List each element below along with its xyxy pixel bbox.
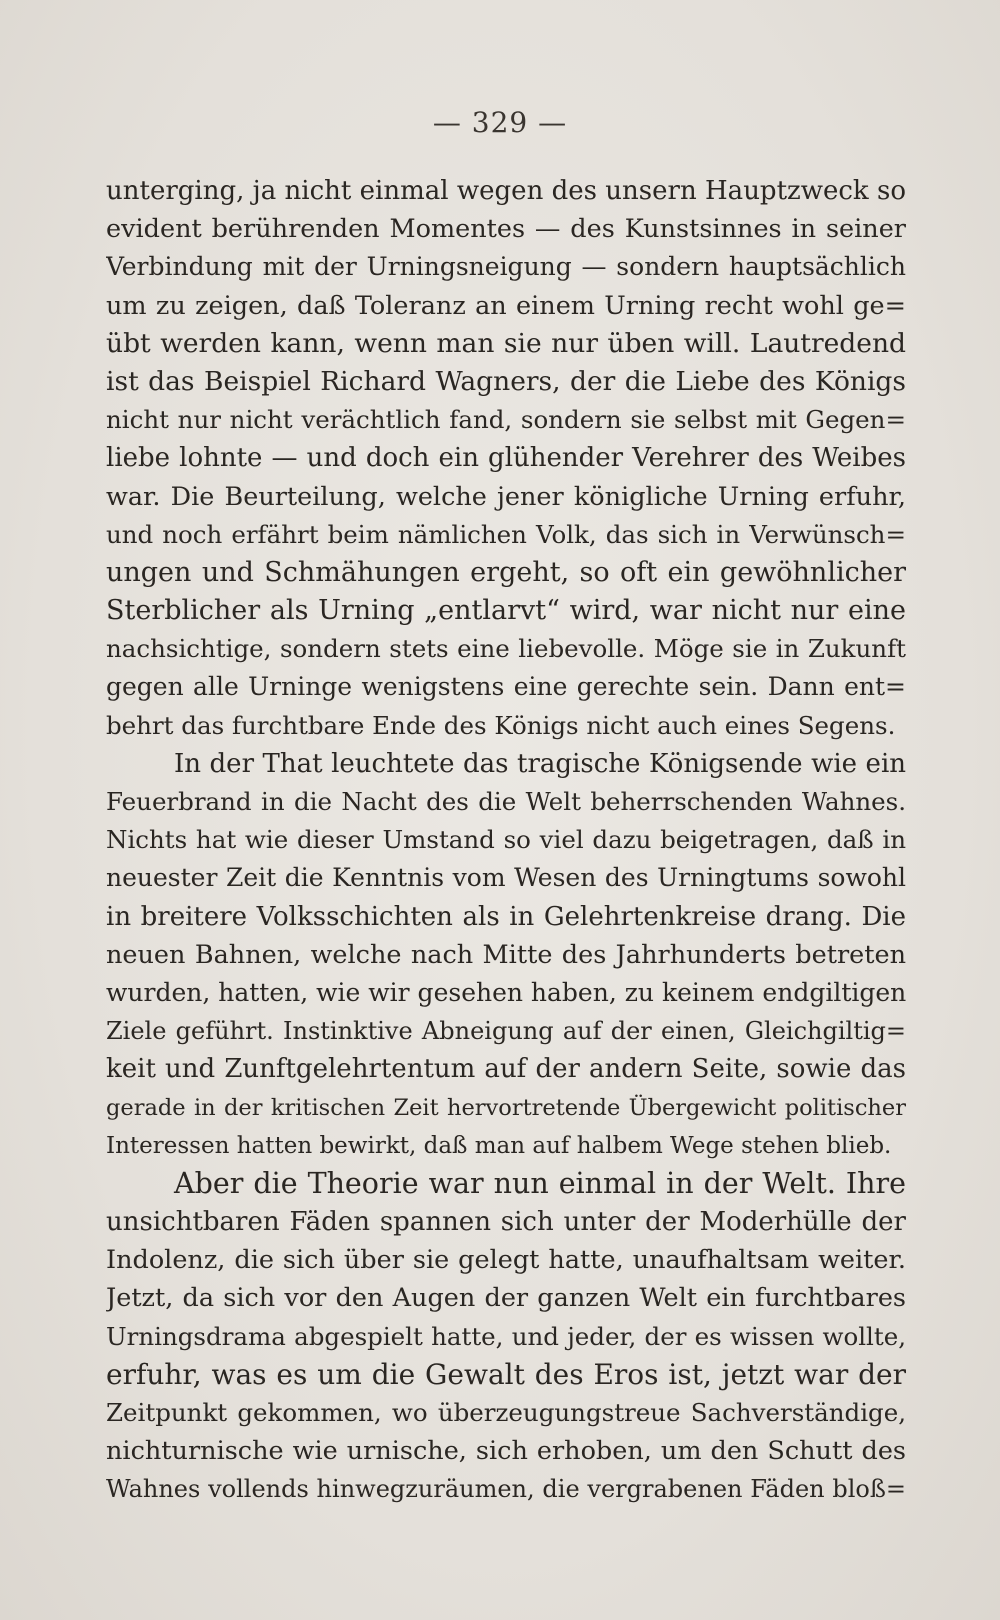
text-line: Urningsdrama abgespielt hatte, und jeder, der es wissen wollte, bbox=[106, 1321, 906, 1351]
text-line: liebe lohnte — und doch ein glühender Verehrer des Weibes bbox=[106, 443, 906, 474]
text-line: Jetzt, da sich vor den Augen der ganzen Welt ein furchtbares bbox=[106, 1283, 906, 1314]
text-line: war. Die Beurteilung, welche jener königliche Urning erfuhr, bbox=[106, 481, 906, 512]
body-text bbox=[106, 172, 906, 1509]
text-line: nicht nur nicht verächtlich fand, sondern sie selbst mit Gegen= bbox=[106, 405, 906, 435]
text-line: ungen und Schmähungen ergeht, so oft ein gewöhnlicher bbox=[106, 556, 906, 588]
page-number: — 329 — bbox=[432, 106, 568, 139]
text-line: übt werden kann, wenn man sie nur üben will. Lautredend bbox=[106, 327, 906, 359]
text-line: gegen alle Urninge wenigstens eine gerechte sein. Dann ent= bbox=[106, 672, 906, 702]
text-line: neuester Zeit die Kenntnis vom Wesen des Urningtums sowohl bbox=[106, 863, 906, 893]
text-line: Zeitpunkt gekommen, wo überzeugungstreue Sachverständige, bbox=[106, 1398, 906, 1427]
text-line: gerade in der kritischen Zeit hervortretende Übergewicht politischer bbox=[106, 1094, 906, 1121]
text-line: Wahnes vollends hinwegzuräumen, die vergrabenen Fäden bloß= bbox=[106, 1475, 906, 1504]
text-line: Verbindung mit der Urningsneigung — sondern hauptsächlich bbox=[106, 252, 906, 282]
text-line: Nichts hat wie dieser Umstand so viel dazu beigetragen, daß in bbox=[106, 825, 906, 855]
text-line: Sterblicher als Urning „entlarvt“ wird, war nicht nur eine bbox=[106, 595, 906, 627]
text-line: keit und Zunftgelehrtentum auf der andern Seite, sowie das bbox=[106, 1054, 906, 1085]
text-line: Aber die Theorie war nun einmal in der Welt. Ihre bbox=[174, 1166, 906, 1200]
text-line: unsichtbaren Fäden spannen sich unter der Moderhülle der bbox=[106, 1207, 906, 1238]
text-line: evident berührenden Momentes — des Kunstsinnes in seiner bbox=[106, 214, 906, 245]
text-line: Interessen hatten bewirkt, daß man auf halbem Wege stehen blieb. bbox=[106, 1132, 892, 1159]
text-line: ist das Beispiel Richard Wagners, der die Liebe des Königs bbox=[106, 365, 906, 397]
text-line: nachsichtige, sondern stets eine liebevolle. Möge sie in Zukunft bbox=[106, 634, 906, 664]
text-line: und noch erfährt beim nämlichen Volk, das sich in Verwünsch= bbox=[106, 519, 906, 549]
text-line: behrt das furchtbare Ende des Königs nicht auch eines Segens. bbox=[106, 710, 896, 740]
text-line: um zu zeigen, daß Toleranz an einem Urning recht wohl ge= bbox=[106, 290, 906, 321]
text-line: In der That leuchtete das tragische Königsende wie ein bbox=[174, 748, 906, 779]
text-line: wurden, hatten, wie wir gesehen haben, zu keinem endgiltigen bbox=[106, 977, 906, 1007]
text-line: Feuerbrand in die Nacht des die Welt beherrschenden Wahnes. bbox=[106, 787, 906, 816]
text-line: erfuhr, was es um die Gewalt des Eros ist, jetzt war der bbox=[106, 1357, 906, 1391]
text-line: neuen Bahnen, welche nach Mitte des Jahrhunderts betreten bbox=[106, 939, 906, 970]
text-line: Indolenz, die sich über sie gelegt hatte, unaufhaltsam weiter. bbox=[106, 1245, 906, 1276]
text-line: Ziele geführt. Instinktive Abneigung auf der einen, Gleichgiltig= bbox=[106, 1017, 906, 1046]
text-line: in breitere Volksschichten als in Gelehrtenkreise drang. Die bbox=[106, 901, 906, 932]
text-line: nichturnische wie urnische, sich erhoben, um den Schutt des bbox=[106, 1436, 906, 1467]
text-line: unterging, ja nicht einmal wegen des unsern Hauptzweck so bbox=[106, 176, 906, 206]
